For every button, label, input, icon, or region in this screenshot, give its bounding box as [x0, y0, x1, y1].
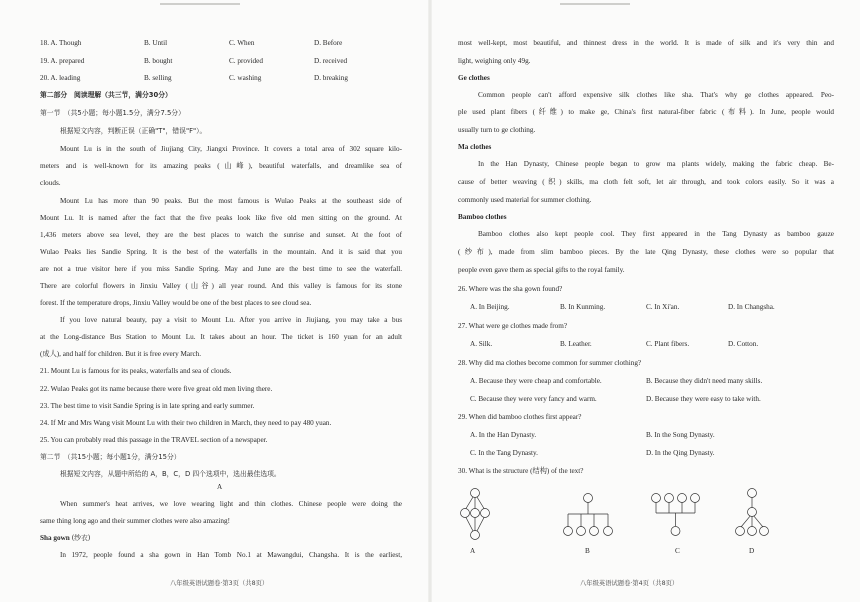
q18-option-d: D. Before — [314, 39, 343, 47]
passage-line: clouds. — [40, 179, 61, 187]
q28-option-c: C. Because they were very fancy and warm. — [470, 395, 597, 403]
passage-line: Wulao Peaks lies Sandie Spring. It is the best of the waterfalls in the mountain. And it is said that you — [40, 248, 402, 256]
q20-option-d: D. breaking — [314, 74, 348, 82]
passage-line: at the Long-distance Bus Station to Mount Lu. It takes about an hour. The ticket is 160 yuan for an adult — [40, 333, 402, 341]
structure-diagram-c — [648, 486, 708, 546]
passage-letter: A — [217, 483, 223, 491]
q18-option-a: 18. A. Though — [40, 39, 82, 47]
diagram-label-d: D — [749, 547, 755, 555]
q19-option-a: 19. A. prepared — [40, 57, 85, 65]
section1-heading: 第一节 （共5小题；每小题1.5分，满分7.5分） — [40, 109, 185, 117]
passage-line: Mount Lu is in the south of Jiujiang City, Jiangxi Province. It covers a total area of 302 square kilo- — [60, 145, 402, 153]
section1-instructions: 根据短文内容，判断正误（正确"T"，错误"F"）。 — [60, 127, 207, 135]
passage-line: ple used plant fibers (纤维) to make ge, China's first natural-fiber fabric (布料). In June, people would — [458, 108, 834, 116]
question-26: 26. Where was the sha gown found? — [458, 285, 563, 293]
diagram-label-a: A — [470, 547, 476, 555]
passage-line: 1,436 meters above sea level, they are the best places to watch the sunrise and sunset. At the foot of — [40, 231, 402, 239]
passage-line: cause of better weaving (织) skills, ma cloth felt soft, let air through, and took colors easily. So it was a — [458, 178, 834, 186]
passage-line: (成人), and half for children. But it is free every March. — [40, 350, 202, 358]
passage-line: In the Han Dynasty, Chinese people began to grow ma plants widely, making the fabric cheap. Be- — [478, 160, 834, 168]
passage-line: Mount Lu. It is named after the fact that the five peaks look like five old men sitting on the ground. At — [40, 214, 402, 222]
q27-option-c: C. Plant fibers. — [646, 340, 690, 348]
sha-heading-cn: (纱衣) — [71, 534, 91, 542]
passage-line: forest. If the temperature drops, Jinxiu Valley would be one of the best places to see cloud sea. — [40, 299, 312, 307]
passage-line: There are colorful flowers in Jinxiu Valley (山谷) all year round. And this valley is famous for its stone — [40, 282, 402, 290]
q29-option-b: B. In the Song Dynasty. — [646, 431, 715, 439]
statement-23: 23. The best time to visit Sandie Spring is in late spring and early summer. — [40, 402, 255, 410]
q27-option-a: A. Silk. — [470, 340, 493, 348]
structure-diagram-a — [452, 486, 502, 546]
statement-24: 24. If Mr and Mrs Wang visit Mount Lu with their two children in March, they need to pay 480 yuan. — [40, 419, 332, 427]
q26-option-d: D. In Changsha. — [728, 303, 775, 311]
q27-option-b: B. Leather. — [560, 340, 592, 348]
passage-line: meters and is well-known for its amazing peaks (山峰), beautiful waterfalls, and dreamlike sea of — [40, 162, 402, 170]
passage-line: Common people can't afford expensive silk clothes like sha. That's why ge clothes appeared. Peo- — [478, 91, 834, 99]
passage-line: When summer's heat arrives, we love wearing light and thin clothes. Chinese people were doing the — [60, 500, 402, 508]
statement-25: 25. You can probably read this passage in the TRAVEL section of a newspaper. — [40, 436, 268, 444]
structure-diagram-d — [730, 486, 780, 546]
passage-line: Bamboo clothes also kept people cool. They first appeared in the Tang Dynasty as bamboo gauze — [478, 230, 834, 238]
bamboo-heading: Bamboo clothes — [458, 213, 507, 221]
q20-option-b: B. selling — [144, 74, 172, 82]
question-27: 27. What were ge clothes made from? — [458, 322, 568, 330]
q18-option-b: B. Until — [144, 39, 168, 47]
passage-line: are not a true visitor here if you miss Sandie Spring. May and June are the best time to see the waterfall. — [40, 265, 402, 273]
sha-heading — [40, 534, 90, 543]
q26-option-c: C. In Xi'an. — [646, 303, 680, 311]
part2-heading: 第二部分 阅读理解（共三节，满分30分） — [40, 91, 172, 99]
passage-line: people even gave them as special gifts to the royal family. — [458, 266, 625, 274]
passage-line: In 1972, people found a sha gown in Han Tomb No.1 at Mawangdui, Changsha. It is the earliest, — [60, 551, 402, 559]
ge-heading: Ge clothes — [458, 74, 490, 82]
q29-option-a: A. In the Han Dynasty. — [470, 431, 537, 439]
q28-option-a: A. Because they were cheap and comfortable. — [470, 377, 602, 385]
diagram-a-graphic — [452, 486, 502, 546]
section2-heading: 第二节 （共15小题；每小题1分，满分15分） — [40, 453, 181, 461]
passage-line: same thing long ago and their summer clothes were also amazing! — [40, 517, 231, 525]
question-29: 29. When did bamboo clothes first appear? — [458, 413, 582, 421]
q19-option-c: C. provided — [229, 57, 263, 65]
passage-line: Mount Lu has more than 90 peaks. But the most famous is Wulao Peaks at the southeast side of — [60, 197, 402, 205]
q18-option-c: C. When — [229, 39, 255, 47]
q28-option-b: B. Because they didn't need many skills. — [646, 377, 763, 385]
q29-option-d: D. In the Qing Dynasty. — [646, 449, 715, 457]
statement-21: 21. Mount Lu is famous for its peaks, waterfalls and sea of clouds. — [40, 367, 232, 375]
passage-line: most well-kept, most beautiful, and thinnest dress in the world. It is made of silk and it's very thin and — [458, 39, 834, 47]
q27-option-d: D. Cotton. — [728, 340, 759, 348]
q26-option-a: A. In Beijing. — [470, 303, 510, 311]
passage-line: (纱布), made from slim bamboo pieces. By the late Qing Dynasty, these clothes were so popular that — [458, 248, 834, 256]
statement-22: 22. Wulao Peaks got its name because there were five great old men living there. — [40, 385, 273, 393]
passage-line: light, weighing only 49g. — [458, 57, 531, 65]
diagram-b-graphic — [558, 486, 618, 546]
right-page — [430, 0, 860, 602]
sha-heading-en: Sha gown — [40, 534, 70, 542]
diagram-d-graphic — [730, 486, 780, 546]
structure-diagram-b — [558, 486, 618, 546]
passage-line: usually turn to ge clothing. — [458, 126, 536, 134]
q19-option-b: B. bought — [144, 57, 173, 65]
passage-line: commonly used material for summer clothing. — [458, 196, 592, 204]
diagram-label-b: B — [585, 547, 590, 555]
q26-option-b: B. In Kunming. — [560, 303, 606, 311]
page-footer: 八年级英语试题卷·第4页（共8页） — [580, 580, 679, 587]
passage-line: If you love natural beauty, pay a visit to Mount Lu. After you arrive in Jiujiang, you may take a bus — [60, 316, 402, 324]
q20-option-a: 20. A. leading — [40, 74, 81, 82]
ma-heading: Ma clothes — [458, 143, 492, 151]
question-30 — [458, 467, 583, 476]
q29-option-c: C. In the Tang Dynasty. — [470, 449, 538, 457]
q28-option-d: D. Because they were easy to take with. — [646, 395, 761, 403]
question-30-text: 30. What is the structure (结构) of the text? — [458, 467, 584, 475]
diagram-label-c: C — [675, 547, 680, 555]
q20-option-c: C. washing — [229, 74, 262, 82]
page-footer: 八年级英语试题卷·第3页（共8页） — [170, 580, 269, 587]
section2-instructions: 根据短文内容，从题中所给的 A，B，C，D 四个选项中，选出最佳选项。 — [60, 470, 281, 478]
diagram-c-graphic — [648, 486, 708, 546]
question-28: 28. Why did ma clothes become common for summer clothing? — [458, 359, 642, 367]
q19-option-d: D. received — [314, 57, 348, 65]
